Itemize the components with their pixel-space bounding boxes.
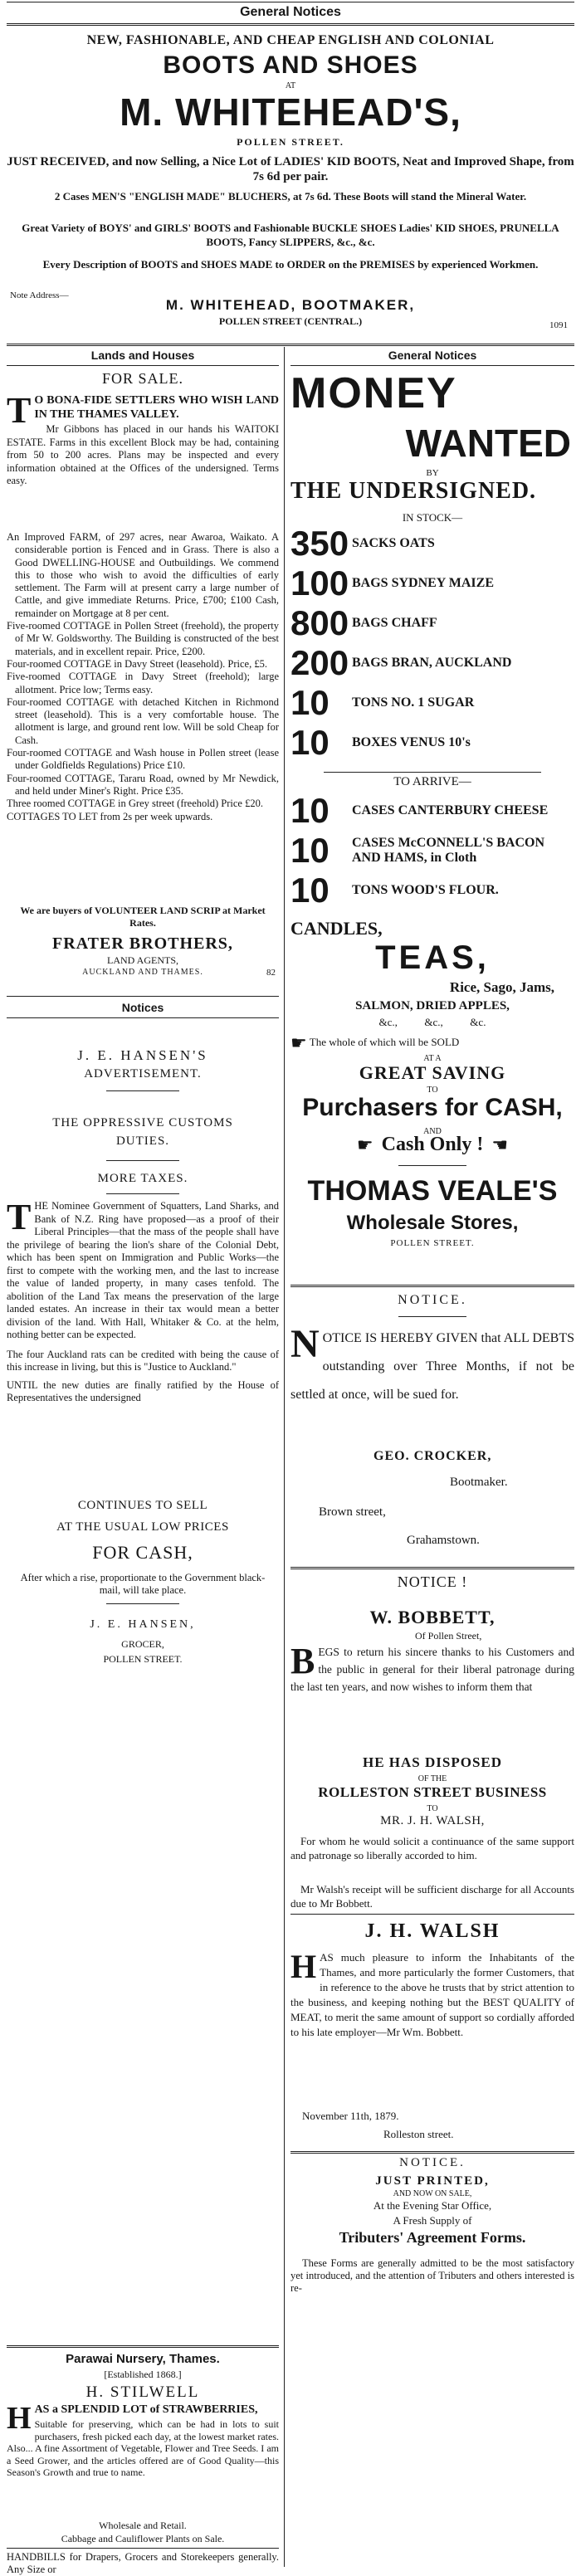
intro: O BONA-FIDE SETTLERS WHO WISH LAND IN THE THAMES VALLEY. [34, 394, 279, 421]
stock-quantity: 10 [290, 723, 330, 762]
ad-line-1: JUST RECEIVED, and now Selling, a Nice Lot of LADIES' KID BOOTS, Neat and Improved Shape, from 7s 6d per pair. [7, 155, 574, 183]
walsh-name: MR. J. H. WALSH, [380, 1814, 485, 1827]
to-label: TO [427, 1804, 438, 1813]
firm-location: AUCKLAND AND THAMES. [82, 968, 203, 977]
note-label: Note Address— [10, 290, 69, 300]
stock-row [290, 644, 574, 684]
stock-row [290, 724, 574, 764]
rice: Rice, Sago, Jams, [449, 979, 554, 995]
wholesale-retail: Wholesale and Retail. [99, 2520, 187, 2531]
stock-quantity: 350 [290, 524, 349, 563]
notice-title: NOTICE. [398, 1293, 467, 1307]
merchant-name: M. WHITEHEAD'S, [120, 90, 461, 134]
section-header: General Notices [240, 5, 341, 19]
hansen-adv: ADVERTISEMENT. [84, 1067, 202, 1081]
and-label: AND [423, 1127, 442, 1136]
wanted-heading: WANTED [405, 422, 571, 465]
stock-item: TONS WOOD'S FLOUR. [352, 883, 499, 897]
hansen-body-3: UNTIL the new duties are finally ratified by the House of Representatives the undersigned [7, 1378, 279, 1403]
stock-item: BOXES VENUS 10's [352, 735, 471, 749]
firm-sub: LAND AGENTS, [107, 954, 178, 966]
customs-heading: THE OPPRESSIVE CUSTOMS DUTIES. [52, 1116, 233, 1148]
bobbett-of: Of Pollen Street, [415, 1630, 482, 1642]
stock-row [290, 604, 574, 644]
undersigned: THE UNDERSIGNED. [290, 478, 537, 504]
stock-row [290, 564, 574, 604]
firm-name: FRATER BROTHERS, [52, 934, 233, 953]
walsh-body: AS much pleasure to inform the Inhabitants of the Thames, and more particularly the former Customers, that in reference to the above he trusts that by strict attention to the business, and keeping nothing but the BEST QUALITY of MEAT, to merit the same amount of support so cordially afforded to his late employer—Mr Wm. Bobbett. [290, 1951, 574, 2038]
tagline: NEW, FASHIONABLE, AND CHEAP ENGLISH AND COLONIAL [86, 33, 495, 47]
at-a: AT A [423, 1054, 442, 1063]
land-item: Four-roomed COTTAGE, Tararu Road, owned by Mr Newdick, and held under Miner's Right. Price £35. [7, 772, 279, 797]
of-the: OF THE [417, 1774, 447, 1783]
hansen-sig: J. E. HANSEN, [90, 1618, 196, 1631]
to-arrive: TO ARRIVE— [393, 775, 471, 788]
stock-item: BAGS BRAN, AUCKLAND [352, 656, 512, 670]
star-office: At the Evening Star Office, [373, 2199, 492, 2212]
pointing-hand-right-icon: ☛ [356, 1134, 374, 1155]
by-label: BY [426, 468, 439, 478]
rolleston: ROLLESTON STREET BUSINESS [318, 1784, 547, 1800]
stock-item: TONS NO. 1 SUGAR [352, 695, 475, 710]
walsh-heading: J. H. WALSH [364, 1920, 500, 1942]
after-rise: After which a rise, proportionate to the Government black-mail, will take place. [20, 1572, 266, 1596]
ad-ref: 1091 [549, 320, 568, 330]
buyers-line: We are buyers of VOLUNTEER LAND SCRIP at Market Rates. [20, 905, 266, 929]
land-item: COTTAGES TO LET from 2s per week upwards. [7, 810, 213, 822]
salmon: SALMON, DRIED APPLES, [355, 999, 510, 1012]
stock-quantity: 10 [290, 871, 330, 910]
to-label: TO [427, 1086, 438, 1095]
cash-only: Cash Only ! [381, 1134, 484, 1155]
walsh-street: Rolleston street. [383, 2128, 454, 2140]
stock-item: BAGS SYDNEY MAIZE [352, 576, 494, 590]
land-item: Four-roomed COTTAGE and Wash house in Pollen street (lease under Goldfields Regulations) Price £10. [7, 747, 279, 772]
parawai-established: [Established 1868.] [104, 2369, 182, 2380]
land-items [7, 531, 279, 823]
in-stock: IN STOCK— [402, 511, 463, 524]
fresh-supply: A Fresh Supply of [393, 2214, 472, 2227]
pointing-hand-left-icon: ☚ [491, 1134, 509, 1155]
hansen-body-2: The four Auckland rats can be credited with being the cause of this increase in living, but this is "Justice to Auckland." [7, 1348, 279, 1373]
notice-bobbett: NOTICE ! W. BOBBETT, Of Pollen Street, B EGS to return his sincere thanks to his Customers and the public in general for their liberal patronage during the last ten years, and now wishes to inform them that HE HAS DISPOSED OF THE ROLLESTON STREET BUSINESS TO MR. J. H. WALSH, For whom he would solicit a continuance of the same support and patronage so liberally accorded to him. Mr Walsh's receipt will be sufficient discharge for all Accounts due to Mr Bobbett. [290, 1573, 574, 1910]
stock-quantity: 800 [290, 603, 349, 642]
now-on-sale: AND NOW ON SALE, [393, 2189, 472, 2198]
stock-item: BAGS CHAFF [352, 616, 437, 630]
land-item: Four-roomed COTTAGE in Davy Street (leasehold). Price, £5. [7, 657, 267, 670]
land-item: Four-roomed COTTAGE with detached Kitchen in Richmond street (leasehold). This is a very comfortable house. The allotment is large, and ground rent low. Will be sold Cheap for Cash. [7, 695, 279, 746]
top-general-notices [7, 0, 574, 342]
stock-quantity: 10 [290, 791, 330, 830]
just-printed: JUST PRINTED, [375, 2174, 490, 2188]
usual-prices: AT THE USUAL LOW PRICES [56, 1520, 229, 1534]
stock-row [290, 792, 574, 832]
bobbett-title: NOTICE ! [397, 1573, 468, 1590]
hansen-street: POLLEN STREET. [103, 1653, 183, 1665]
stock-quantity: 10 [290, 683, 330, 722]
stock-quantity: 100 [290, 564, 349, 603]
disposed: HE HAS DISPOSED [362, 1754, 503, 1770]
at-label: AT [285, 81, 296, 90]
intro-body: Mr Gibbons has placed in our hands his WAITOKI ESTATE. Farms in this excellent Block may be had, containing from 50 to 200 acres. Plans may be inspected and every information obtained at the Offices of the undersigned. Terms easy. [7, 423, 279, 486]
stock-row [290, 832, 574, 871]
candles: CANDLES, [290, 918, 383, 939]
arrive-list [290, 792, 574, 911]
thomas-veale: THOMAS VEALE'S [307, 1175, 558, 1207]
hansen-name: J. E. HANSEN'S [77, 1047, 208, 1063]
purchasers: Purchasers for CASH, [302, 1094, 563, 1121]
right-general-notices [290, 347, 574, 1323]
stock-list [290, 524, 574, 764]
for-sale-title: FOR SALE. [101, 370, 183, 387]
crocker-trade: Bootmaker. [450, 1476, 508, 1489]
star-title: NOTICE. [399, 2156, 466, 2169]
continues: CONTINUES TO SELL [77, 1499, 208, 1512]
crocker-town: Grahamstown. [407, 1534, 480, 1547]
for-cash: FOR CASH, [92, 1542, 193, 1563]
ad-line-2: 2 Cases MEN'S "ENGLISH MADE" BLUCHERS, at 7s 6d. These Boots will stand the Mineral Water. [54, 190, 527, 202]
star-body: These Forms are generally admitted to be the most satisfactory yet introduced, and the attention of Tributers and others interested is re- [290, 2257, 574, 2294]
wholesale-stores: Wholesale Stores, [346, 1212, 519, 1234]
ad-line-3: Great Variety of BOYS' and GIRLS' BOOTS and Fashionable BUCKLE SHOES Ladies' KID SHOES, PRUNELLA BOOTS, Fancy SLIPPERS, &c., &c. [22, 222, 559, 248]
bobbett-name: W. BOBBETT, [369, 1607, 496, 1627]
parawai-nursery: Parawai Nursery, Thames. [Established 1868.] H. STILWELL H AS a SPLENDID LOT of STRAWBERRIES, Suitable for preserving, which can be had in lots to suit purchasers, fresh picked each day, at the lowest market rates. Also... A fine Assortment of Vegetable, Flower and Tree Seeds. I am a Seed Grower, and the articles offered are of Good Quality—this Season's Growth and true to name. Wholesale and Retail. Cabbage and Cauliflower Plants on Sale. HANDBILLS for Drapers, Grocers and Storekeepers generally. Any Size or [7, 2352, 279, 2575]
section-header: General Notices [388, 349, 477, 362]
crocker-street: Brown street, [319, 1505, 386, 1519]
notice-crocker: NOTICE. N OTICE IS HEREBY GIVEN that ALL DEBTS outstanding over Three Months, if not be settled at once, will be sued for. GEO. CROCKER, Bootmaker. Brown street, Grahamstown. [290, 1293, 574, 1547]
pointing-hand-right-icon: ☛ [290, 1032, 307, 1053]
land-item: Three roomed COTTAGE in Grey street (freehold) Price £20. [7, 798, 263, 810]
cabbage: Cabbage and Cauliflower Plants on Sale. [61, 2533, 225, 2544]
hansen-grocer: GROCER, [121, 1638, 164, 1650]
notices-hansen: Notices J. E. HANSEN'S ADVERTISEMENT. THE OPPRESSIVE CUSTOMS DUTIES. MORE TAXES. T HE Nominee Government of Squatters, Land Sharks, and Bank of N.Z. Ring have proposed—as a proof of their Liberal Principles—that the mass of the people shall have the privilege of bearing the lion's share of the Colonial Debt, which has been spent on Immigration and Public Works—the first to compete with the working men, and the last to increase the value of landed property, in many cases tenfold. The abolition of the Land Tax means the preservation of the large landed estates. An increase in their tax would mean a better division of the land. With Hall, Whitaker & Co. at the helm, nothing better can be expected. The four Auckland rats can be credited with being the cause of this increase in living, but this is "Justice to Auckland." UNTIL the new duties are finally ratified by the House of Representatives the undersigned CONTINUES TO SELL AT THE USUAL LOW PRICES FOR CASH, After which a rise, proportionate to the Government black-mail, will take place. J. E. HANSEN, GROCER, POLLEN STREET. [7, 1001, 279, 1665]
ad-line-4: Every Description of BOOTS and SHOES MADE to ORDER on the PREMISES by experienced Workmen. [42, 258, 539, 271]
bobbett-body: EGS to return his sincere thanks to his Customers and the public in general for their liberal patronage during the last ten years, and now wishes to inform them that [290, 1646, 574, 1693]
land-item: Five-roomed COTTAGE in Pollen Street (freehold), the property of Mr W. Goldsworthy. The Building is constructed of the best materials, and in excellent repair. Price, £200. [7, 620, 279, 657]
section-header: Notices [121, 1001, 164, 1014]
note-name: M. WHITEHEAD, BOOTMAKER, [165, 297, 416, 313]
stock-row [290, 524, 574, 564]
bobbett-body-3: Mr Walsh's receipt will be sufficient discharge for all Accounts due to Mr Bobbett. [290, 1883, 574, 1910]
bobbett-body-2: For whom he would solicit a continuance of the same support and patronage so liberally accorded to him. [290, 1835, 574, 1861]
stock-quantity: 200 [290, 643, 349, 682]
crocker-body: OTICE IS HEREBY GIVEN that ALL DEBTS outstanding over Three Months, if not be settled at once, will be sued for. [290, 1331, 574, 1402]
tributers: Tributers' Agreement Forms. [339, 2229, 526, 2246]
stock-item: CASES CANTERBURY CHEESE [352, 803, 549, 817]
section-header: Lands and Houses [90, 349, 195, 362]
etc: &c., &c., &c. [378, 1016, 486, 1028]
stock-row [290, 871, 574, 911]
walsh-ad: J. H. WALSH H AS much pleasure to inform the Inhabitants of the Thames, and more particularly the former Customers, that in reference to the above he trusts that by strict attention to the business, and keeping nothing but the BEST QUALITY of MEAT, to merit the same amount of support so cordially afforded to his late employer—Mr Wm. Bobbett. November 11th, 1879. Rolleston street. [290, 1920, 574, 2140]
hansen-body-1: HE Nominee Government of Squatters, Land Sharks, and Bank of N.Z. Ring have proposed—as a proof of their Liberal Principles—that the mass of the people shall have the privilege of bearing the lion's share of the Colonial Debt, which has been spent on Immigration and Public Works—the first to compete with the working men, and the last to increase the value of landed property, in many cases tenfold. The abolition of the Land Tax means the preservation of the large landed estates. An increase in their tax would mean a better division of the land. With Hall, Whitaker & Co. at the helm, nothing better can be expected. [7, 1200, 279, 1340]
stock-item: CASES McCONNELL'S BACON AND HAMS, in Cloth [352, 836, 545, 865]
handbills: HANDBILLS for Drapers, Grocers and Storekeepers generally. Any Size or [7, 2551, 279, 2575]
whole-sold: ☛ The whole of which will be SOLD [290, 1032, 460, 1053]
land-item: Five-roomed COTTAGE in Davy Street (freehold); large allotment. Price low; Terms easy. [7, 671, 279, 695]
notice-evening-star [290, 2154, 574, 2567]
parawai-heading: Parawai Nursery, Thames. [66, 2352, 220, 2366]
money-heading: MONEY [290, 369, 457, 417]
parawai-body: Suitable for preserving, which can be had in lots to suit purchasers, fresh picked each day, at the lowest market rates. Also... A fine Assortment of Vegetable, Flower and Tree Seeds. I am a Seed Grower, and the articles offered are of Good Quality—this Season's Growth and true to name. [7, 2418, 279, 2478]
boots-heading: BOOTS AND SHOES [163, 51, 418, 79]
lands-ref: 82 [266, 968, 276, 978]
stock-row [290, 684, 574, 724]
note-street: POLLEN STREET (CENTRAL.) [218, 315, 363, 327]
veale-street: POLLEN STREET. [390, 1238, 475, 1248]
stilwell-name: H. STILWELL [85, 2383, 200, 2401]
great-saving: GREAT SAVING [359, 1062, 506, 1083]
lands-and-houses: Lands and Houses FOR SALE. T O BONA-FIDE SETTLERS WHO WISH LAND IN THE THAMES VALLEY. Mr Gibbons has placed in our hands his WAITOKI ESTATE. Farms in this excellent Block may be had, containing from 50 to 200 acres. Plans may be inspected and every information obtained at the Offices of the undersigned. Terms easy. An Improved FARM, of 297 acres, near Awaroa, Waikato. A considerable portion is Fenced and in Grass. There is also a Good DWELLING-HOUSE and Outbuildings. We commend this to those who wish to avoid the difficulties of early settlement. The Farm will at present carry a large number of Cattle, and give immediate Returns. Price, £700; £100 Cash, remainder on Mortgage at 8 per cent. Five-roomed COTTAGE in Pollen Street (freehold), the property of Mr W. Goldsworthy. The Building is constructed of the best materials, and in excellent repair. Price, £200. Four-roomed COTTAGE in Davy Street (leasehold). Price, £5. Five-roomed COTTAGE in Davy Street (freehold); large allotment. Price low; Terms easy. Four-roomed COTTAGE with detached Kitchen in Richmond street (leasehold). This is a very comfortable house. The allotment is large, and ground rent low. Will be sold Cheap for Cash. Four-roomed COTTAGE and Wash house in Pollen street (lease under Goldfields Regulations) Price £10. Four-roomed COTTAGE, Tararu Road, owned by Mr Newdick, and held under Miner's Right. Price £35. Three roomed COTTAGE in Grey street (freehold) Price £20. COTTAGES TO LET from 2s per week upwards. We are buyers of VOLUNTEER LAND SCRIP at Market Rates. FRATER BROTHERS, LAND AGENTS, AUCKLAND AND THAMES. 82 [7, 349, 279, 978]
merchant-street: POLLEN STREET. [237, 136, 344, 148]
cash-only-line [290, 1134, 574, 1156]
stock-quantity: 10 [290, 831, 330, 870]
crocker-sig: GEO. CROCKER, [374, 1449, 492, 1463]
strawberries: AS a SPLENDID LOT of STRAWBERRIES, [34, 2403, 258, 2416]
teas: TEAS, [375, 939, 490, 976]
walsh-date: November 11th, 1879. [302, 2110, 399, 2122]
more-taxes: MORE TAXES. [97, 1172, 188, 1185]
stock-item: SACKS OATS [352, 536, 435, 550]
land-item: An Improved FARM, of 297 acres, near Awaroa, Waikato. A considerable portion is Fenced and in Grass. There is also a Good DWELLING-HOUSE and Outbuildings. We commend this to those who wish to avoid the difficulties of early settlement. The Farm will at present carry a large number of Cattle, and give immediate Returns. Price, £700; £100 Cash, remainder on Mortgage at 8 per cent. [7, 531, 279, 619]
